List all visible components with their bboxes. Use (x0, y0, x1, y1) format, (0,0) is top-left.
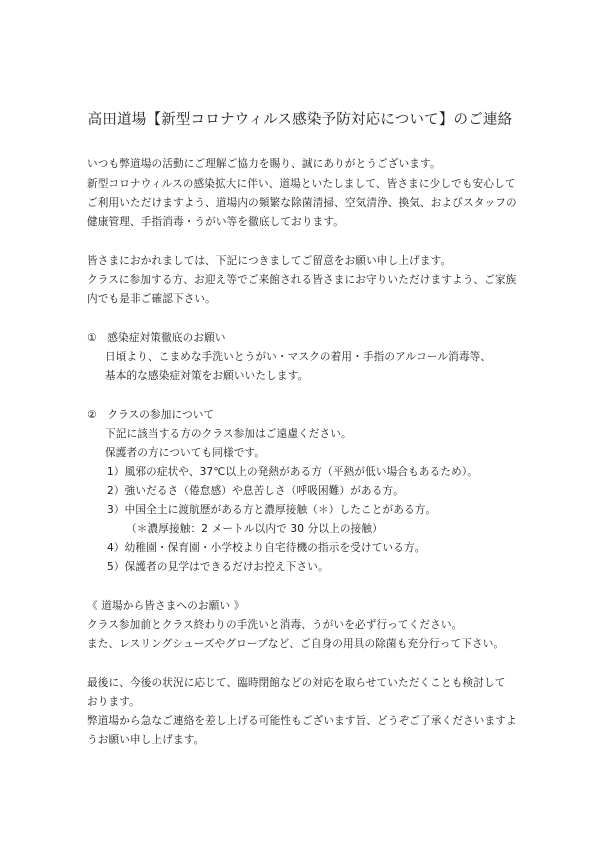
list-item: 5）保護者の見学はできるだけお控え下さい。 (107, 561, 329, 573)
dojo-line: また、レスリングシューズやグローブなど、ご自身の用具の除菌も充分行って下さい。 (87, 638, 505, 650)
list-item: 1）風邪の症状や、37℃以上の発熱がある方（平熱が低い場合もあるため）。 (107, 466, 479, 478)
dojo-heading: 《 道場から皆さまへのお願い 》 (87, 600, 245, 612)
section1-heading: ① 感染症対策徹底のお願い (87, 332, 226, 344)
section2-heading: ② クラスの参加について (87, 409, 215, 421)
closing-line: うお願い申し上げます。 (87, 734, 205, 746)
request-line: 内でも是非ご確認下さい。 (87, 293, 216, 305)
intro-line: いつも弊道場の活動にご理解ご協力を賜り、誠にありがとうございます。 (87, 158, 441, 170)
dojo-line: クラス参加前とクラス終わりの手洗いと消毒、うがいを必ず行ってください。 (87, 619, 463, 631)
contact-note: （＊濃厚接触：2 メートル以内で 30 分以上の接触） (126, 523, 383, 535)
request-line: 皆さまにおかれましては、下記につきましてご留意をお願い申し上げます。 (87, 255, 452, 267)
closing-line: 最後に、今後の状況に応じて、臨時閉館などの対応を取らせていただくことも検討して (87, 677, 506, 689)
section1-line: 日頃より、こまめな手洗いとうがい・マスクの着用・手指のアルコール消毒等、 (105, 351, 492, 363)
closing-line: 弊道場から急なご連絡を差し上げる可能性もございます旨、どうぞご了承くださいますよ (87, 715, 517, 727)
section2-line: 下記に該当する方のクラス参加はご遠慮ください。 (105, 428, 352, 440)
intro-line: 健康管理、手指消毒・うがい等を徹底しております。 (87, 216, 344, 228)
request-line: クラスに参加する方、お迎え等でご来館される皆さまにお守りいただけますよう、ご家族 (87, 274, 517, 286)
section2-line: 保護者の方についても同様です。 (105, 447, 266, 459)
list-item: 3）中国全土に渡航歴がある方と濃厚接触（＊）したことがある方。 (107, 504, 437, 516)
list-item: 4）幼稚園・保育園・小学校より自宅待機の指示を受けている方。 (107, 542, 426, 554)
section1-line: 基本的な感染症対策をお願いいたします。 (105, 370, 309, 382)
closing-line: おります。 (87, 696, 140, 708)
intro-line: ご利用いただけますよう、道場内の頻繁な除菌清掃、空気清浄、換気、およびスタッフの (87, 197, 517, 209)
list-item: 2）強いだるさ（倦怠感）や息苦しさ（呼吸困難）がある方。 (107, 485, 404, 497)
document-title: 高田道場【新型コロナウィルス感染予防対応について】のご連絡 (87, 112, 513, 128)
intro-line: 新型コロナウィルスの感染拡大に伴い、道場といたしまして、皆さまに少しでも安心して (87, 178, 516, 190)
